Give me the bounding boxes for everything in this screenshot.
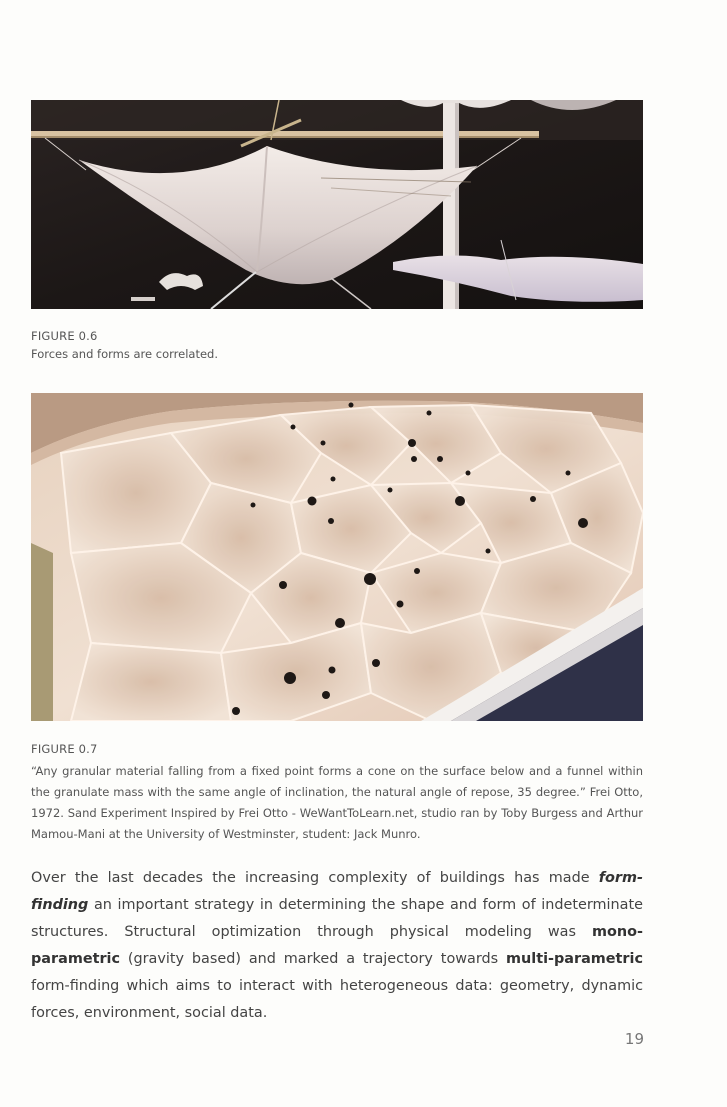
term-form-finding: form-finding: [31, 870, 643, 913]
figure-0-6-caption: Forces and forms are correlated.: [31, 347, 218, 361]
figure-0-6-label: FIGURE 0.6: [31, 329, 98, 343]
term-mono-parametric: mono-parametric: [31, 924, 643, 967]
body-text-part: an important strategy in determining the shape and form of indeterminate structures. Structural optimization through physical modeling was: [31, 897, 643, 940]
figure-0-7-caption: “Any granular material falling from a fixed point forms a cone on the surface below and a funnel within the granulate mass with the same angle of inclination, the natural angle of repose, 35 degree.” Frei Otto, 1972. Sand Experiment Inspired by Frei Otto - WeWantToLearn.net, studio ran by Toby Burgess and Arthur Mamou-Mani at the University of Westminster, student: Jack Munro.: [31, 764, 643, 841]
body-paragraph: [31, 865, 643, 1027]
page-number: 19: [624, 1030, 644, 1048]
figure-0-7-label: FIGURE 0.7: [31, 742, 98, 756]
body-text-part: (gravity based) and marked a trajectory towards: [120, 951, 507, 967]
figure-0-7-photo: [31, 393, 643, 721]
body-text-part: Over the last decades the increasing complexity of buildings has made: [31, 870, 599, 886]
figure-0-6-photo: [31, 100, 643, 309]
body-text-part: form-finding which aims to interact with heterogeneous data: geometry, dynamic forces, environment, social data.: [31, 978, 643, 1021]
term-multi-parametric: multi-parametric: [506, 951, 643, 967]
